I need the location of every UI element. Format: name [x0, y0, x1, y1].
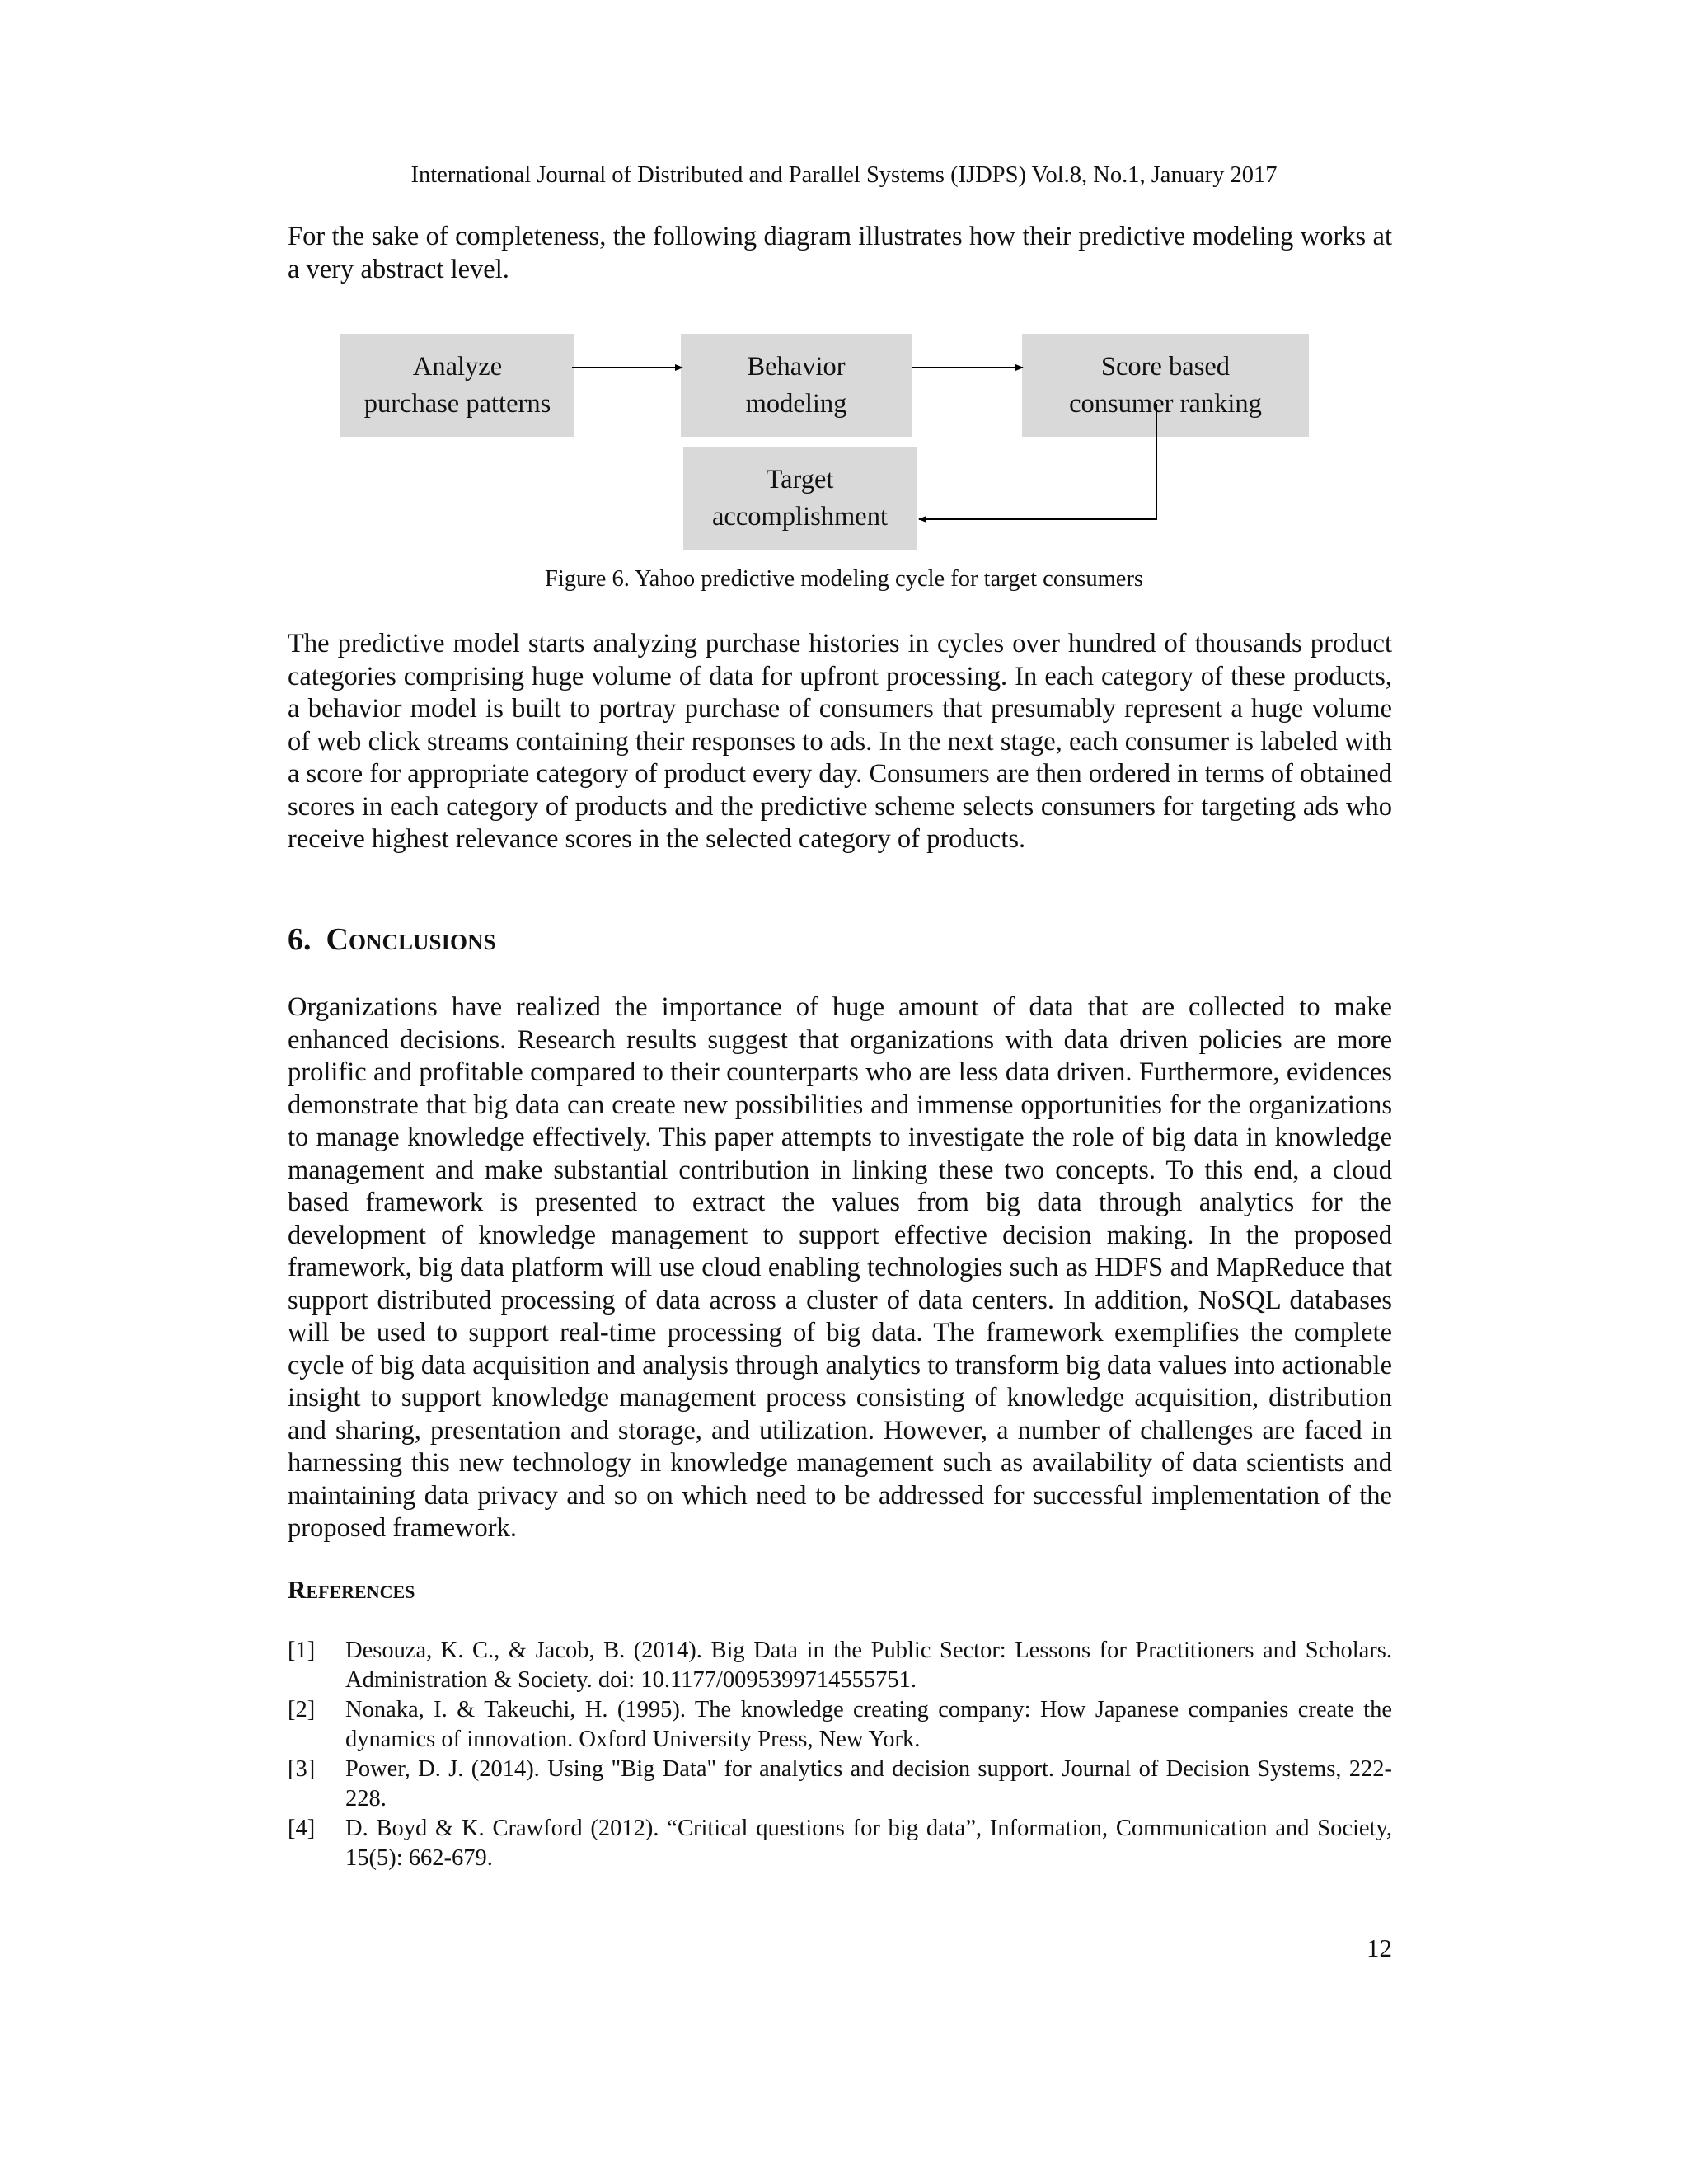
running-header: International Journal of Distributed and Parallel Systems (IJDPS) Vol.8, No.1, January 2017 [410, 162, 1278, 188]
box-score-line-1: Score based [1100, 351, 1231, 382]
page-number: 12 [1367, 1933, 1392, 1962]
box-analyze-line-1: Analyze [412, 351, 503, 382]
box-score-line-2: consumer ranking [1069, 388, 1262, 419]
reference-text: D. Boyd & K. Crawford (2012). “Critical questions for big data”, Information, Communication and Society, 15(5): 662-679. [345, 1816, 1392, 1871]
figure-6-diagram [0, 0, 1688, 577]
reference-text: Nonaka, I. & Takeuchi, H. (1995). The knowledge creating company: How Japanese companies create the dynamics of innovation. Oxford University Press, New York. [345, 1697, 1392, 1752]
reference-number: [4] [288, 1816, 316, 1841]
reference-item [288, 1755, 1392, 1814]
references-heading: References [288, 1575, 415, 1604]
box-behavior-line-1: Behavior [747, 351, 846, 382]
box-target-line-1: Target [766, 464, 834, 494]
references-list [288, 1636, 1392, 1873]
reference-item [288, 1636, 1392, 1695]
section-title: Conclusions [326, 922, 496, 957]
box-behavior-line-2: modeling [745, 388, 847, 419]
reference-text: Power, D. J. (2014). Using "Big Data" for analytics and decision support. Journal of Decision Systems, 222-228. [345, 1756, 1392, 1811]
reference-text: Desouza, K. C., & Jacob, B. (2014). Big Data in the Public Sector: Lessons for Practitioners and Scholars. Administration & Society. doi: 10.1177/0095399714555751. [345, 1638, 1392, 1693]
box-target-line-2: accomplishment [712, 501, 888, 532]
section-number: 6. [288, 922, 312, 957]
reference-item [288, 1695, 1392, 1755]
figure-caption: Figure 6. Yahoo predictive modeling cycle for target consumers [544, 566, 1144, 592]
reference-number: [2] [288, 1697, 316, 1722]
section-heading-conclusions [288, 921, 496, 958]
model-paragraph: The predictive model starts analyzing purchase histories in cycles over hundred of thousands product categories comprising huge volume of data for upfront processing. In each category of these products, a behavior model is built to portray purchase of consumers that presumably represent a huge volume of web click streams containing their responses to ads. In the next stage, each consumer is labeled with a score for appropriate category of product every day. Consumers are then ordered in terms of obtained scores in each category of products and the predictive scheme selects consumers for targeting ads who receive highest relevance scores in the selected category of products. [288, 629, 1392, 854]
diagram-arrows [0, 0, 1688, 577]
reference-number: [1] [288, 1638, 316, 1663]
box-analyze-line-2: purchase patterns [363, 388, 551, 419]
intro-paragraph: For the sake of completeness, the following diagram illustrates how their predictive modeling works at a very abstract level. [288, 222, 1392, 284]
conclusions-paragraph: Organizations have realized the importance of huge amount of data that are collected to make enhanced decisions. Research results suggest that organizations with data driven policies are more prolific and profitable compared to their counterparts who are less data driven. Furthermore, evidences demonstrate that big data can create new possibilities and immense opportunities for the organizations to manage knowledge effectively. This paper attempts to investigate the role of big data in knowledge management and make substantial contribution in linking these two concepts. To this end, a cloud based framework is presented to extract the values from big data through analytics for the development of knowledge management to support effective decision making. In the proposed framework, big data platform will use cloud enabling technologies such as HDFS and MapReduce that support distributed processing of data across a cluster of data centers. In addition, NoSQL databases will be used to support real-time processing of big data. The framework exemplifies the complete cycle of big data acquisition and analysis through analytics to transform big data values into actionable insight to support knowledge management process consisting of knowledge acquisition, distribution and sharing, presentation and storage, and utilization. However, a number of challenges are faced in harnessing this new technology in knowledge management such as availability of data scientists and maintaining data privacy and so on which need to be addressed for successful implementation of the proposed framework. [288, 992, 1392, 1543]
reference-number: [3] [288, 1756, 316, 1782]
reference-item [288, 1814, 1392, 1873]
arrow-score-to-target [919, 404, 1156, 519]
